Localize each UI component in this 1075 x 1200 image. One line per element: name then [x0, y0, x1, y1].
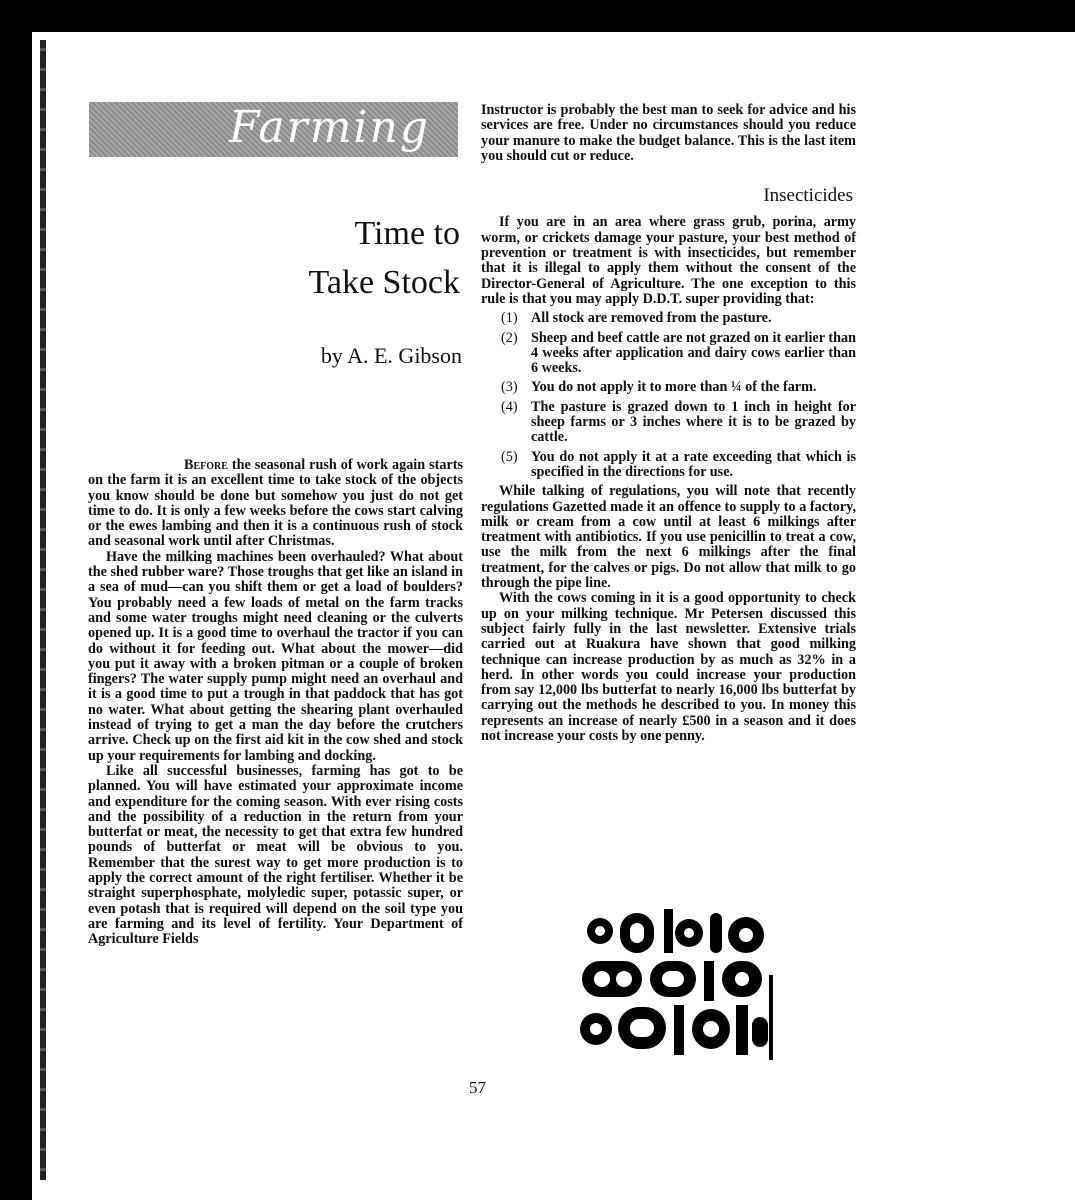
paragraph-regulations: While talking of regulations, you will note that recently regulations Gazetted made it an offence to supply to a factory, milk or cream from a cow until at least 6 milkings after treatment with antibiotics. If you use penicillin to treat a cow, use the milk from the next 6 milkings after the final treatment, for the calves or pigs. Do not allow that milk to go through the pipe line. — [481, 483, 856, 592]
scan-border-top — [0, 0, 1075, 32]
lead-in-word: Before — [184, 457, 228, 473]
list-item — [481, 331, 856, 377]
binding-spine — [40, 40, 46, 1180]
list-number: (2) — [501, 329, 518, 346]
page-number: 57 — [469, 1078, 486, 1097]
conditions-list — [481, 311, 856, 480]
paragraph-insecticides: If you are in an area where grass grub, porina, army worm, or crickets damage your pasture, your best method of prevention or treatment is with insecticides, but remember that it is illegal to apply them without the consent of the Director-General of Agriculture. The one exception to this rule is that you may apply D.D.T. super providing that: — [481, 214, 856, 307]
scan-border-left — [0, 0, 32, 1200]
list-item — [481, 311, 856, 326]
intro-text: the seasonal rush of work again starts on the farm it is an excellent time to take stock of the objects you know should be done but somehow you just do not get time to do. It is only a few weeks before the cows start calving or the ewes lambing and then it is a continuous rush of stock and seasonal work until after Christmas. — [88, 457, 463, 550]
paragraph-continuation: Instructor is probably the best man to seek for advice and his services are free. Under no circumstances should you reduce your manure to make the budget balance. This is the last item you should cut or reduce. — [481, 102, 856, 164]
list-text: You do not apply it at a rate exceeding that which is specified in the directions for use. — [531, 448, 856, 480]
list-text: All stock are removed from the pasture. — [531, 310, 772, 327]
article-title-line-2: Take Stock — [308, 264, 460, 301]
left-column — [88, 458, 463, 948]
paragraph-milking: With the cows coming in it is a good opportunity to check up on your milking technique. Mr Petersen discussed this subject fairly fully in the last newsletter. Extensive trials carried out at Ruakura have shown that good milking technique can increase production by as much as 32% in a herd. In other words you could increase your production from say 12,000 lbs butterfat to nearly 16,000 lbs butterfat by carrying out the methods he described to you. In money this represents an increase of nearly £500 in a season and it does not increase your costs by one penny. — [481, 590, 856, 744]
list-item — [481, 380, 856, 395]
paragraph-maintenance: Have the milking machines been overhauled? What about the shed rubber ware? Those troughs that get like an island in a sea of mud—can you shift them or get a load of boulders? You probably need a few loads of metal on the farm tracks and some water troughs might need cleaning or the culverts opened up. It is a good time to overhaul the tractor if you can do without it for feeding out. What about the mower—did you put it away with a broken pitman or a couple of broken fingers? The water supply pump might need an overhaul and it is a good time to put a trough in that paddock that has got no water. What about getting the shearing plant overhauled instead of trying to get a man the day before the crutchers arrive. Check up on the first aid kit in the cow shed and stock up your requirements for lambing and docking. — [88, 548, 463, 764]
article-byline: by A. E. Gibson — [320, 343, 462, 368]
right-column — [481, 103, 856, 744]
list-text: You do not apply it to more than ¼ of the farm. — [531, 379, 817, 396]
list-text: Sheep and beef cattle are not grazed on it earlier than 4 weeks after application and dairy cows earlier than 6 weeks. — [531, 329, 856, 377]
section-header-banner — [89, 102, 458, 157]
list-number: (3) — [501, 379, 518, 396]
paragraph-planning: Like all successful businesses, farming has got to be planned. You will have estimated your approximate income and expenditure for the coming season. With ever rising costs and the possibility of a reduction in the return from your butterfat or meat, the necessity to get that extra few hundred pounds of butterfat or meat will be obvious to you. Remember that the surest way to get more production is to apply the correct amount of the right fertiliser. Whether it be straight superphosphate, molyledic super, potassic super, or even potash that is required will depend on the soil type you are farming and its level of fertility. Your Department of Agriculture Fields — [88, 762, 463, 948]
paragraph-intro — [88, 458, 463, 550]
article-title-line-1: Time to — [354, 215, 460, 252]
list-item — [481, 450, 856, 481]
section-title: Farming — [228, 102, 430, 153]
list-item — [481, 400, 856, 446]
decorative-motif-icon — [576, 905, 773, 1060]
list-number: (5) — [501, 448, 518, 465]
list-text: The pasture is grazed down to 1 inch in height for sheep farms or 3 inches where it is to be grazed by cattle. — [531, 398, 856, 446]
list-number: (1) — [501, 310, 518, 327]
list-number: (4) — [501, 398, 518, 415]
section-heading-insecticides: Insecticides — [763, 185, 853, 207]
